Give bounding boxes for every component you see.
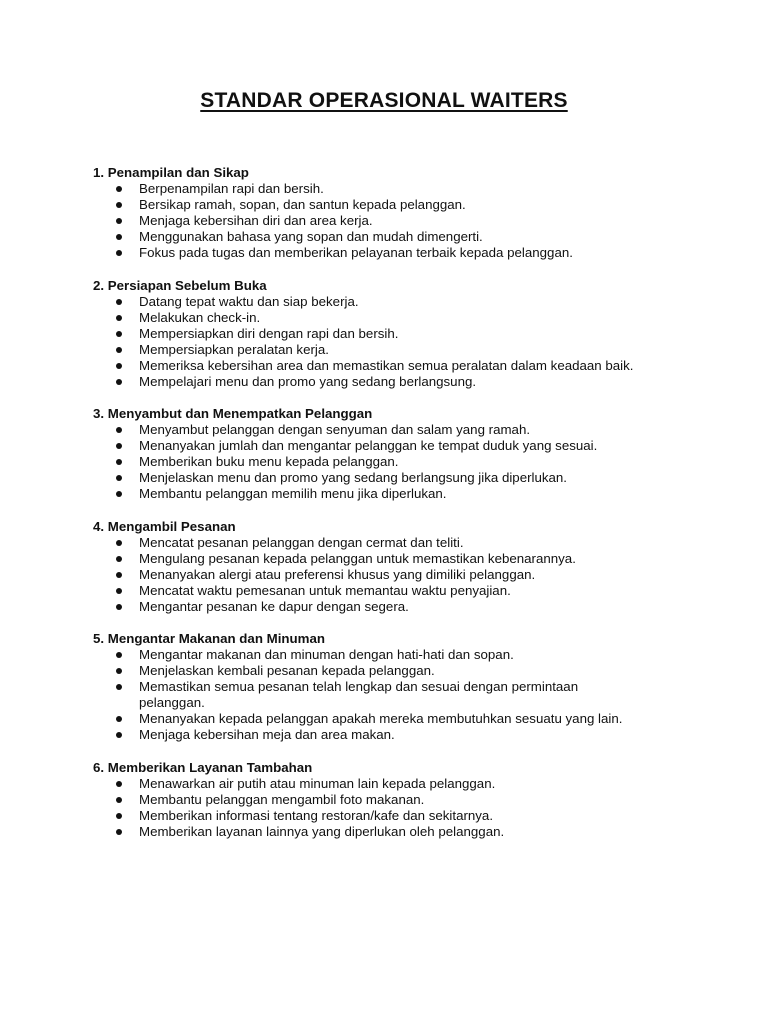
list-item: Menjelaskan kembali pesanan kepada pelanggan.	[93, 663, 713, 679]
bullet-icon	[116, 379, 122, 385]
list-item: Menjaga kebersihan meja dan area makan.	[93, 727, 713, 743]
bullet-list	[93, 647, 713, 743]
bullet-icon	[116, 556, 122, 562]
bullet-icon	[116, 684, 122, 690]
list-item: Menanyakan alergi atau preferensi khusus yang dimiliki pelanggan.	[93, 567, 713, 583]
list-item: Menjaga kebersihan diri dan area kerja.	[93, 213, 713, 229]
section-layanan-tambahan	[93, 760, 713, 840]
list-item: Memberikan layanan lainnya yang diperlukan oleh pelanggan.	[93, 824, 713, 840]
bullet-icon	[116, 186, 122, 192]
bullet-icon	[116, 829, 122, 835]
section-mengambil-pesanan	[93, 519, 713, 615]
list-item: Mempersiapkan peralatan kerja.	[93, 342, 713, 358]
list-item: Menggunakan bahasa yang sopan dan mudah dimengerti.	[93, 229, 713, 245]
list-item: Membantu pelanggan mengambil foto makanan.	[93, 792, 713, 808]
list-item: Bersikap ramah, sopan, dan santun kepada pelanggan.	[93, 197, 713, 213]
list-item: Memberikan buku menu kepada pelanggan.	[93, 454, 713, 470]
list-item: Melakukan check-in.	[93, 310, 713, 326]
bullet-icon	[116, 315, 122, 321]
list-item: Mengantar pesanan ke dapur dengan segera.	[93, 599, 713, 615]
bullet-icon	[116, 299, 122, 305]
section-mengantar-makanan	[93, 631, 713, 743]
bullet-icon	[116, 347, 122, 353]
section-menyambut	[93, 406, 713, 502]
list-item: Berpenampilan rapi dan bersih.	[93, 181, 713, 197]
list-item: Menawarkan air putih atau minuman lain kepada pelanggan.	[93, 776, 713, 792]
bullet-icon	[116, 652, 122, 658]
document-title: STANDAR OPERASIONAL WAITERS	[200, 89, 568, 112]
bullet-icon	[116, 443, 122, 449]
bullet-icon	[116, 234, 122, 240]
bullet-icon	[116, 668, 122, 674]
bullet-icon	[116, 572, 122, 578]
list-item: Menanyakan jumlah dan mengantar pelanggan ke tempat duduk yang sesuai.	[93, 438, 713, 454]
section-heading: 6. Memberikan Layanan Tambahan	[93, 760, 313, 775]
section-heading: 3. Menyambut dan Menempatkan Pelanggan	[93, 406, 373, 421]
list-item: Mencatat pesanan pelanggan dengan cermat dan teliti.	[93, 535, 713, 551]
bullet-icon	[116, 331, 122, 337]
bullet-list	[93, 535, 713, 615]
list-item: Menyambut pelanggan dengan senyuman dan salam yang ramah.	[93, 422, 713, 438]
bullet-icon	[116, 250, 122, 256]
bullet-icon	[116, 732, 122, 738]
list-item: Mengulang pesanan kepada pelanggan untuk memastikan kebenarannya.	[93, 551, 713, 567]
bullet-icon	[116, 459, 122, 465]
bullet-icon	[116, 813, 122, 819]
list-item: Memeriksa kebersihan area dan memastikan semua peralatan dalam keadaan baik.	[93, 358, 713, 374]
section-heading: 5. Mengantar Makanan dan Minuman	[93, 631, 325, 646]
list-item: Mempersiapkan diri dengan rapi dan bersih.	[93, 326, 713, 342]
section-heading: 4. Mengambil Pesanan	[93, 519, 236, 534]
list-item: Memastikan semua pesanan telah lengkap dan sesuai dengan permintaan pelanggan.	[93, 679, 713, 711]
section-penampilan	[93, 165, 713, 261]
bullet-icon	[116, 363, 122, 369]
list-item: Datang tepat waktu dan siap bekerja.	[93, 294, 713, 310]
bullet-list	[93, 776, 713, 840]
list-item: Mempelajari menu dan promo yang sedang berlangsung.	[93, 374, 713, 390]
bullet-icon	[116, 781, 122, 787]
list-item: Mencatat waktu pemesanan untuk memantau waktu penyajian.	[93, 583, 713, 599]
bullet-list	[93, 294, 713, 390]
bullet-icon	[116, 604, 122, 610]
bullet-icon	[116, 218, 122, 224]
bullet-icon	[116, 540, 122, 546]
bullet-icon	[116, 797, 122, 803]
list-item: Menanyakan kepada pelanggan apakah mereka membutuhkan sesuatu yang lain.	[93, 711, 713, 727]
list-item: Fokus pada tugas dan memberikan pelayanan terbaik kepada pelanggan.	[93, 245, 713, 261]
bullet-icon	[116, 427, 122, 433]
bullet-icon	[116, 202, 122, 208]
bullet-icon	[116, 491, 122, 497]
list-item: Mengantar makanan dan minuman dengan hati-hati dan sopan.	[93, 647, 713, 663]
list-item: Memberikan informasi tentang restoran/kafe dan sekitarnya.	[93, 808, 713, 824]
section-persiapan	[93, 278, 713, 390]
bullet-icon	[116, 588, 122, 594]
bullet-icon	[116, 475, 122, 481]
section-heading: 1. Penampilan dan Sikap	[93, 165, 249, 180]
bullet-list	[93, 422, 713, 502]
bullet-icon	[116, 716, 122, 722]
section-heading: 2. Persiapan Sebelum Buka	[93, 278, 267, 293]
list-item: Menjelaskan menu dan promo yang sedang berlangsung jika diperlukan.	[93, 470, 713, 486]
bullet-list	[93, 181, 713, 261]
list-item: Membantu pelanggan memilih menu jika diperlukan.	[93, 486, 713, 502]
